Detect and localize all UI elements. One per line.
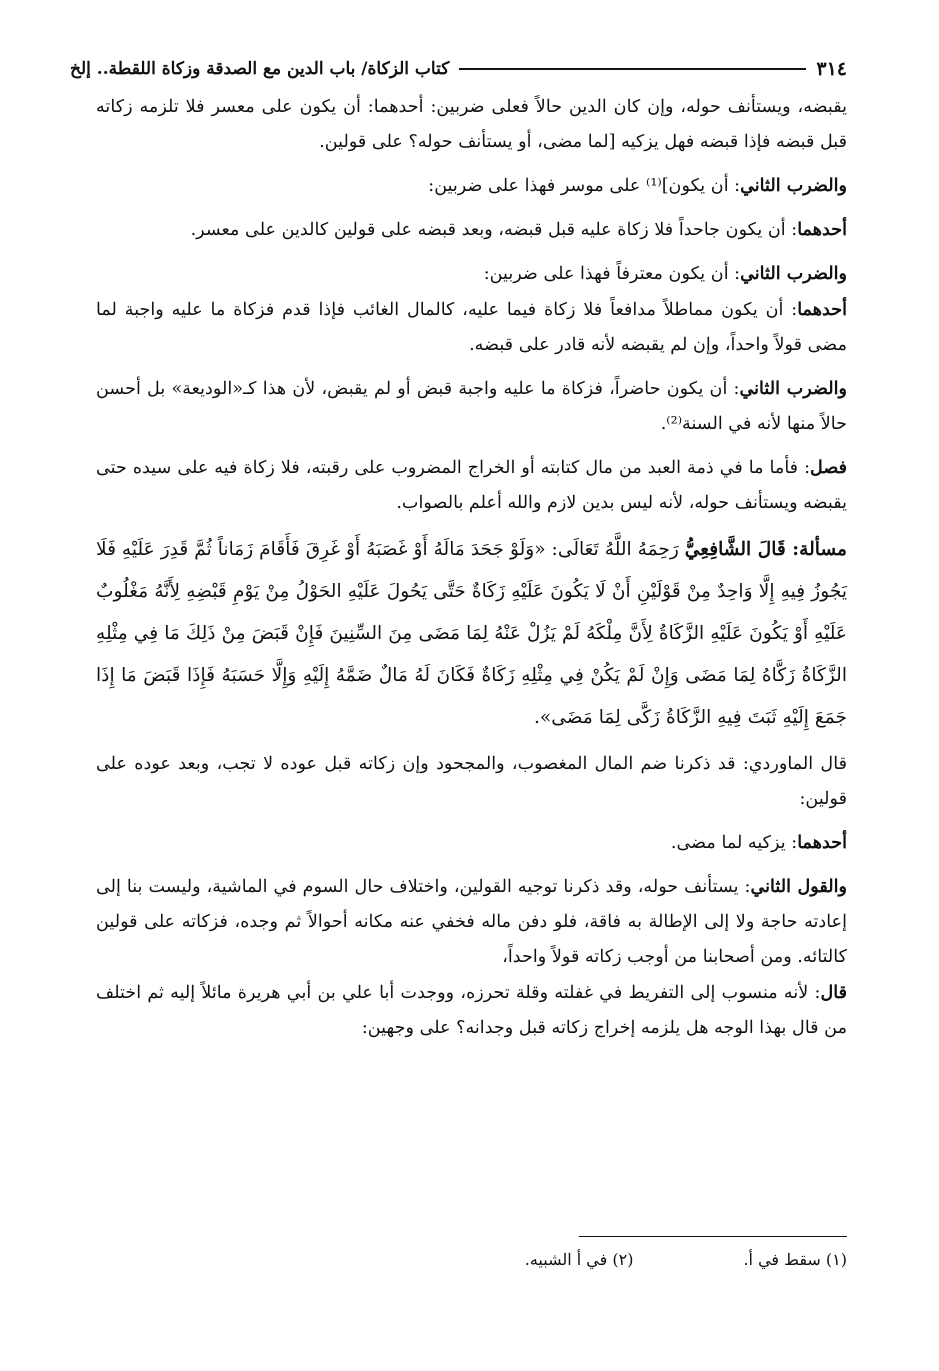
- footnote-rule: [579, 1236, 847, 1237]
- paragraph: أحدهما: أن يكون مماطلاً مدافعاً فلا زكاة فيما عليه، كالمال الغائب فإذا قدم فزكاة ما عليه واجبة لما مضى قولاً واحداً، وإن لم يقبضه لأنه قادر على قبضه.: [96, 299, 847, 355]
- paragraph: قال: لأنه منسوب إلى التفريط في غفلته وقلة تحرزه، ووجدت أبا علي بن أبي هريرة مائلاً إليه ثم اختلف من قال بهذا الوجه هل يلزمه إخراج زكاته قبل وجدانه؟ على وجهين:: [96, 982, 847, 1038]
- footnotes: [96, 1250, 847, 1269]
- paragraph: والضرب الثاني: أن يكون معترفاً فهذا على ضربين:: [483, 263, 847, 284]
- page-number: ٣١٤: [816, 58, 847, 80]
- paragraph: أحدهما: يزكيه لما مضى.: [670, 832, 847, 853]
- paragraph: يقبضه، ويستأنف حوله، وإن كان الدين حالاً فعلى ضربين: أحدهما: أن يكون على معسر فلا تلزمه زكاته قبل قبضه فإذا قبضه فهل يزكيه [لما مضى، أو يستأنف حوله؟ على قولين.: [96, 97, 847, 152]
- paragraph: فصل: فأما ما في ذمة العبد من مال كتابته أو الخراج المضروب على رقبته، فلا زكاة فيه على سيده حتى يقبضه ويستأنف حوله، لأنه ليس بدين لازم والله أعلم بالصواب.: [96, 457, 847, 513]
- paragraph: والضرب الثاني: أن يكون]⁽¹⁾ على موسر فهذا على ضربين:: [428, 175, 847, 196]
- quoted-text-paragraph: مسألة: قَالَ الشَّافِعِيُّ رَحِمَهُ اللَّهُ تَعَالَى: «وَلَوْ جَحَدَ مَالَهُ أَوْ غَصَبَهُ أَوْ غَرِقَ فَأَقَامَ زَمَاناً ثُمَّ قَدِرَ عَلَيْهِ فَلَا يَجُوزُ فِيهِ إِلَّا وَاحِدٌ مِنْ قَوْلَيْنِ أَنْ لَا يَكُونَ عَلَيْهِ زَكَاةٌ حَتَّى يَحُولَ عَلَيْهِ الحَوْلُ مِنْ يَوْمِ قَبْضِهِ لِأَنَّهُ مَغْلُوبٌ عَلَيْهِ أَوْ يَكُونَ عَلَيْهِ الزَّكَاةُ لِأَنَّ مِلْكَهُ لَمْ يَزُلْ عَنْهُ لِمَا مَضَى مِنَ السِّنِينَ فَإِنْ قَبَضَ مِنْ ذَلِكَ مَا فِي مِثْلِهِ الزَّكَاةُ زَكَّاهُ لِمَا مَضَى وَإِنْ لَمْ يَكُنْ فِي مِثْلِهِ زَكَاةٌ فَكَانَ لَهُ مَالٌ ضَمَّهُ إِلَيْهِ وَإِلَّا حَسَبَهُ فَإِذَا قَبَضَ مَا إِذَا جَمَعَ إِلَيْهِ ثَبَتَ فِيهِ الزَّكَاةُ زَكَّى لِمَا مَضَى».: [96, 539, 847, 728]
- header-rule: [459, 68, 806, 70]
- paragraph: والقول الثاني: يستأنف حوله، وقد ذكرنا توجيه القولين، واختلاف حال السوم في الماشية، وليست بنا إلى إعادته حاجة ولا إلى الإطالة به فاقة، فلو دفن ماله فخفي عنه مكانه أحوالاً ثم وجده، فزكاته على قولين كالتائه. ومن أصحابنا من أوجب زكاته قولاً واحداً،: [96, 876, 848, 967]
- running-title: كتاب الزكاة/ باب الدين مع الصدقة وزكاة اللقطة.. إلخ: [70, 59, 450, 79]
- paragraph: والضرب الثاني: أن يكون حاضراً، فزكاة ما عليه واجبة قبض أو لم يقبض، لأن هذا كـ«الوديعة» بل أحسن حالاً منها لأنه في السنة⁽²⁾.: [96, 378, 847, 434]
- footnote-2: (٢) في أ الشبيه.: [524, 1250, 634, 1269]
- paragraph: أحدهما: أن يكون جاحداً فلا زكاة عليه قبل قبضه، وبعد قبضه على قولين كالدين على معسر.: [190, 219, 847, 240]
- footnote-1: (١) سقط في أ.: [743, 1250, 847, 1269]
- running-header: [70, 52, 847, 86]
- main-text: [96, 90, 847, 1046]
- paragraph: قال الماوردي: قد ذكرنا ضم المال المغصوب، والمجحود وإن زكاته قبل عوده لا تجب، وبعد عوده على قولين:: [96, 754, 847, 809]
